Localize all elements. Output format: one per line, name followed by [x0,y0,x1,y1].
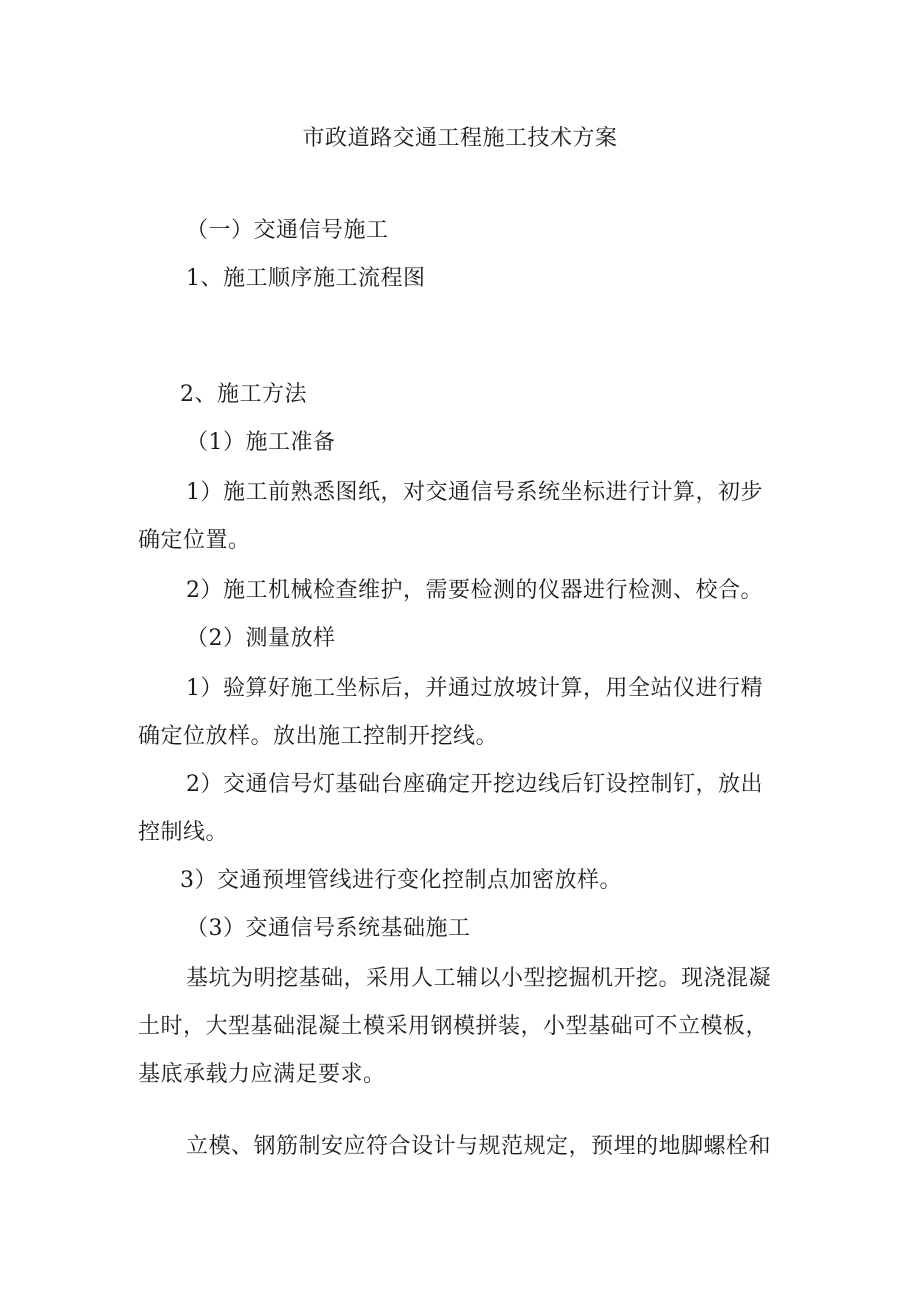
paragraph-line: 1）施工前熟悉图纸，对交通信号系统坐标进行计算，初步 [186,480,763,505]
paragraph-line: 确定位置。 [138,528,251,553]
paragraph-line: 2）交通信号灯基础台座确定开挖边线后钉设控制钉，放出 [186,772,763,797]
paragraph-line: 基底承载力应满足要求。 [138,1062,386,1087]
item-heading: （2）测量放样 [186,626,336,651]
subsection-heading: 2、施工方法 [180,382,307,407]
item-heading: （1）施工准备 [186,430,336,455]
paragraph-line: 确定位放样。放出施工控制开挖线。 [138,724,499,749]
subsection-heading: 1、施工顺序施工流程图 [186,266,426,291]
paragraph-line: 立模、钢筋制安应符合设计与规范规定，预埋的地脚螺栓和 [186,1134,772,1159]
paragraph-line: 1）验算好施工坐标后，并通过放坡计算，用全站仪进行精 [186,676,763,701]
item-heading: （3）交通信号系统基础施工 [186,916,471,941]
paragraph-line: 土时，大型基础混凝土模采用钢模拼装，小型基础可不立模板， [138,1014,769,1039]
document-title: 市政道路交通工程施工技术方案 [302,126,618,151]
paragraph-line: 控制线。 [138,820,229,845]
paragraph-line: 3）交通预埋管线进行变化控制点加密放样。 [180,868,622,893]
paragraph-line: 基坑为明挖基础，采用人工辅以小型挖掘机开挖。现浇混凝 [186,966,772,991]
section-heading: （一）交通信号施工 [186,218,389,243]
paragraph-line: 2）施工机械检查维护，需要检测的仪器进行检测、校合。 [186,578,763,603]
